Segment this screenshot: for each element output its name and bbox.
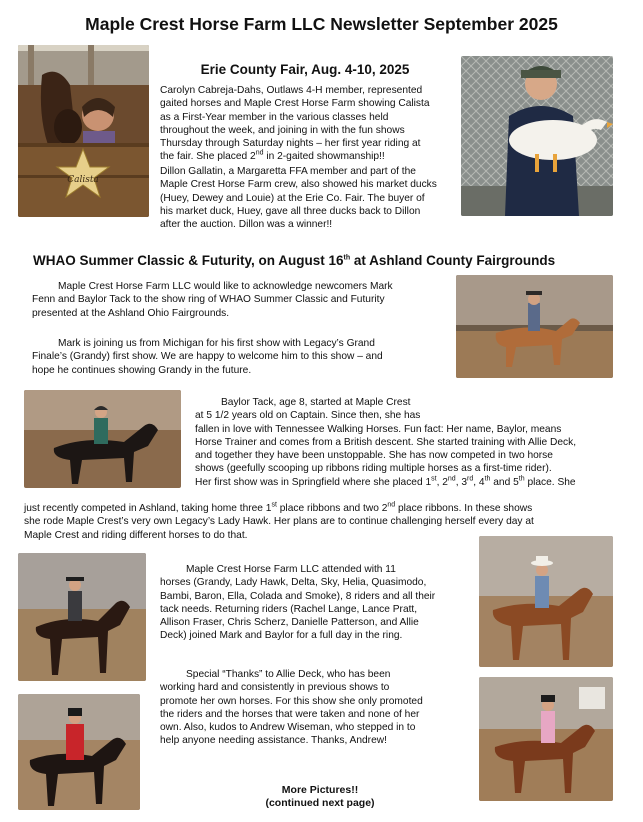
text-line: the fair. She placed 2nd in 2-gaited showmanship!! [160,150,385,163]
text-line: after the auction. Dillon was a winner!! [160,219,333,231]
text-line: Bambi, Baron, Ella, Colada and Smoke), 8 riders and all their [160,590,436,602]
text-line: Carolyn Cabreja-Dahs, Outlaws 4-H member, represented [160,85,423,96]
text-line: the riders and the horses that were taken and none of her [160,708,420,720]
whao-paragraph-3-top [195,396,615,489]
text-line: tack needs. Returning riders (Rachel Lange, Lance Pratt, [160,603,418,615]
arena-bay-image [18,553,146,681]
arena-red-jacket-image [18,694,140,810]
text-line: help anyone needing assistance. Thanks, Andrew! [160,735,387,747]
duck-show-image [461,56,613,216]
photo-rider-bay-horse [18,553,146,681]
photo-rider-pink-shirt [479,677,613,801]
text-line: and together they have been unstoppable. She has now competed in two horse [195,450,553,462]
whao-paragraph-1 [32,280,452,320]
calista-sign-text: Calista [67,175,99,185]
erie-paragraph-2 [160,165,460,231]
photo-boy-holding-duck [461,56,613,216]
text-line: (Huey, Dewey and Louie) at the Erie Co. Fair. The buyer of [160,192,425,204]
text-line: Maple Crest Horse Farm LLC would like to acknowledge newcomers Mark [58,281,393,292]
erie-paragraph-1 [160,84,460,164]
text-line: Mark is joining us from Michigan for his first show with Legacy’s Grand [58,338,375,349]
photo-child-rider-black-horse [24,390,181,488]
newsletter-title: Maple Crest Horse Farm LLC Newsletter September 2025 [85,14,558,34]
text-line: hope he continues showing Grandy in the future. [32,364,252,376]
text-line: promote her own horses. For this show she only promoted [160,695,423,707]
text-line: presented at the Ashland Ohio Fairgrounds. [32,307,230,319]
text-line: gaited horses and Maple Crest Horse Farm showing Calista [160,98,430,110]
text-line: Maple Crest and riding different horses to do that. [24,529,248,541]
text-line: Baylor Tack, age 8, started at Maple Crest [221,397,411,408]
barn-stall-image [18,45,149,217]
photo-rider-white-hat-chestnut [479,536,613,667]
whao-paragraph-2 [32,337,452,377]
arena-pink-shirt-image [479,677,613,801]
text-line: horses (Grandy, Lady Hawk, Delta, Sky, Helia, Quasimodo, [160,577,427,589]
photo-rider-chestnut-horse [456,275,613,378]
text-line: she rode Maple Crest’s very own Legacy’s Lady Hawk. Her plans are to continue challenging herself every day at [24,516,534,528]
text-line: fallen in love with Tennessee Walking Horses. Fun fact: Her name, Baylor, means [195,423,562,435]
whao-paragraph-4 [160,563,480,643]
arena-rider-image [456,275,613,378]
erie-heading: Erie County Fair, Aug. 4-10, 2025 [200,62,410,77]
arena-white-hat-image [479,536,613,667]
photo-girl-with-horse-calista [18,45,149,217]
whao-heading: WHAO Summer Classic & Futurity, on August 16th at Ashland County Fairgrounds [33,253,556,268]
whao-paragraph-5 [160,668,480,748]
text-line: shows (geefully scooping up ribbons riding multiple horses as a first-time rider). [195,463,552,475]
text-line: Deck) joined Mark and Baylor for a full day in the ring. [160,630,403,642]
text-line: just recently competed in Ashland, taking home three 1st place ribbons and two 2nd place ribbons. In these shows [24,501,533,514]
text-line: Finale’s (Grandy) first show. We are happy to welcome him to this show – and [32,351,383,363]
text-line: working hard and consistently in previous shows to [160,682,390,694]
text-line: Fenn and Baylor Tack to the show ring of WHAO Summer Classic and Futurity [32,294,385,306]
continued-text: (continued next page) [265,797,375,809]
text-line: Special “Thanks” to Allie Deck, who has been [186,669,391,680]
text-line: throughout the week, and joining in with the fun shows [160,124,405,136]
text-line: Horse Trainer and comes from a British descent. She started training with Allie Deck, [195,436,577,448]
text-line: Maple Crest Horse Farm crew, also showed his market ducks [160,179,437,191]
text-line: Thursday through Saturday nights – her first year riding at [160,138,421,150]
text-line: as a First-Year member in the various classes held [160,111,389,123]
text-line: at 5 1/2 years old on Captain. Since then, she has [195,410,421,422]
more-pictures-text: More Pictures!! [281,784,359,796]
text-line: Maple Crest Horse Farm LLC attended with 11 [186,564,396,575]
text-line: Dillon Gallatin, a Margaretta FFA member and part of the [160,166,416,177]
footer [160,784,480,810]
arena-child-image [24,390,181,488]
text-line: his market duck, Huey, gave all three ducks back to Dillon [160,205,421,217]
text-line: Her first show was in Springfield where she placed 1st, 2nd, 3rd, 4th and 5th place. She [195,475,576,488]
photo-rider-red-jacket [18,694,140,810]
text-line: Allison Fraser, Chris Scherz, Danielle Patterson, and Allie [160,617,419,629]
text-line: own. Also, kudos to Andrew Wiseman, who stepped in to [160,722,416,734]
